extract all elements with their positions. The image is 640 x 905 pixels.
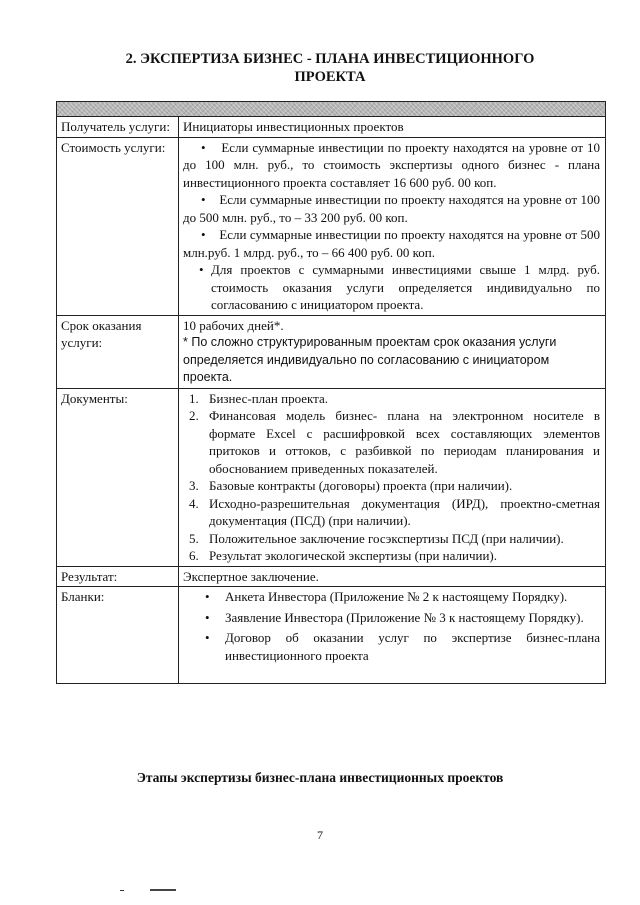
table-header-band <box>57 102 606 117</box>
cost-label: Стоимость услуги: <box>57 137 179 315</box>
forms-label: Бланки: <box>57 587 179 684</box>
forms-value <box>179 587 606 684</box>
recipient-label: Получатель услуги: <box>57 117 179 138</box>
row-forms <box>57 587 606 684</box>
bullet-icon: • <box>205 609 210 625</box>
scan-mark <box>150 889 176 891</box>
row-cost <box>57 137 606 315</box>
list-item: 5. Положительное заключение госэкспертизы ПСД (при наличии). <box>189 530 564 546</box>
section-title <box>95 50 565 86</box>
cost-value <box>179 137 606 315</box>
bullet-icon: • <box>205 630 210 645</box>
term-line: 10 рабочих дней*. <box>183 317 284 333</box>
term-note: * По сложно структурированным проектам срок оказания услуги определяется индивидуально по согласованию с инициатором проекта. <box>183 335 557 384</box>
list-item: 3. Базовые контракты (договоры) проекта (при наличии). <box>189 478 513 493</box>
documents-label: Документы: <box>57 388 179 566</box>
bullet-icon: • <box>205 589 210 604</box>
page-number: 7 <box>317 828 323 842</box>
list-item: 6. Результат экологической экспертизы (при наличии). <box>189 548 497 563</box>
result-label: Результат: <box>57 566 179 587</box>
section-title-line2: ПРОЕКТА <box>294 69 366 85</box>
documents-list <box>183 390 600 565</box>
documents-value <box>179 388 606 566</box>
row-documents <box>57 388 606 566</box>
list-item: • Анкета Инвестора (Приложение № 2 к настоящему Порядку). <box>205 589 568 604</box>
row-recipient <box>57 117 606 138</box>
cost-item: • Если суммарные инвестиции по проекту находятся на уровне от 500 млн.руб. 1 млрд. руб., то – 66 400 руб. 00 коп. <box>183 227 600 260</box>
row-term <box>57 315 606 388</box>
list-item: 1. Бизнес-план проекта. <box>189 390 329 406</box>
section-title-line1: 2. ЭКСПЕРТИЗА БИЗНЕС - ПЛАНА ИНВЕСТИЦИОННОГО <box>125 51 535 67</box>
cost-item: • Для проектов с суммарными инвестициями свыше 1 млрд. руб. стоимость оказания услуги определяется индивидуально по согласованию с инициатором проекта. <box>199 262 600 312</box>
list-item: • Договор об оказании услуг по экспертизе бизнес-плана инвестиционного проекта <box>205 630 600 663</box>
term-label: Срок оказания услуги: <box>57 315 179 388</box>
term-value <box>179 315 606 388</box>
list-item: 2. Финансовая модель бизнес- плана на электронном носителе в формате Excel с расшифровкой всех составляющих элементов притоков и оттоков, с разбивкой по периодам планирования и обоснованием приведенных показателей. <box>189 408 600 476</box>
forms-list <box>183 588 600 664</box>
bullet-icon: • <box>199 262 204 277</box>
recipient-value: Инициаторы инвестиционных проектов <box>179 117 606 138</box>
service-table <box>56 101 606 684</box>
scan-mark <box>120 890 124 891</box>
cost-item: • Если суммарные инвестиции по проекту находятся на уровне от 10 до 100 млн. руб., то стоимость экспертизы одного бизнес - плана инвестиционного проекта составляет 16 600 руб. 00 коп. <box>183 139 600 190</box>
cost-item: • Если суммарные инвестиции по проекту находятся на уровне от 100 до 500 млн. руб., то – 33 200 руб. 00 коп. <box>183 192 600 225</box>
list-item: 4. Исходно-разрешительная документация (ИРД), проектно-сметная документация (ПСД) (при наличии). <box>189 495 600 528</box>
result-value: Экспертное заключение. <box>179 566 606 587</box>
section-heading: Этапы экспертизы бизнес-плана инвестиционных проектов <box>136 770 504 785</box>
row-result <box>57 566 606 587</box>
list-item: • Заявление Инвестора (Приложение № 3 к настоящему Порядку). <box>205 609 584 625</box>
